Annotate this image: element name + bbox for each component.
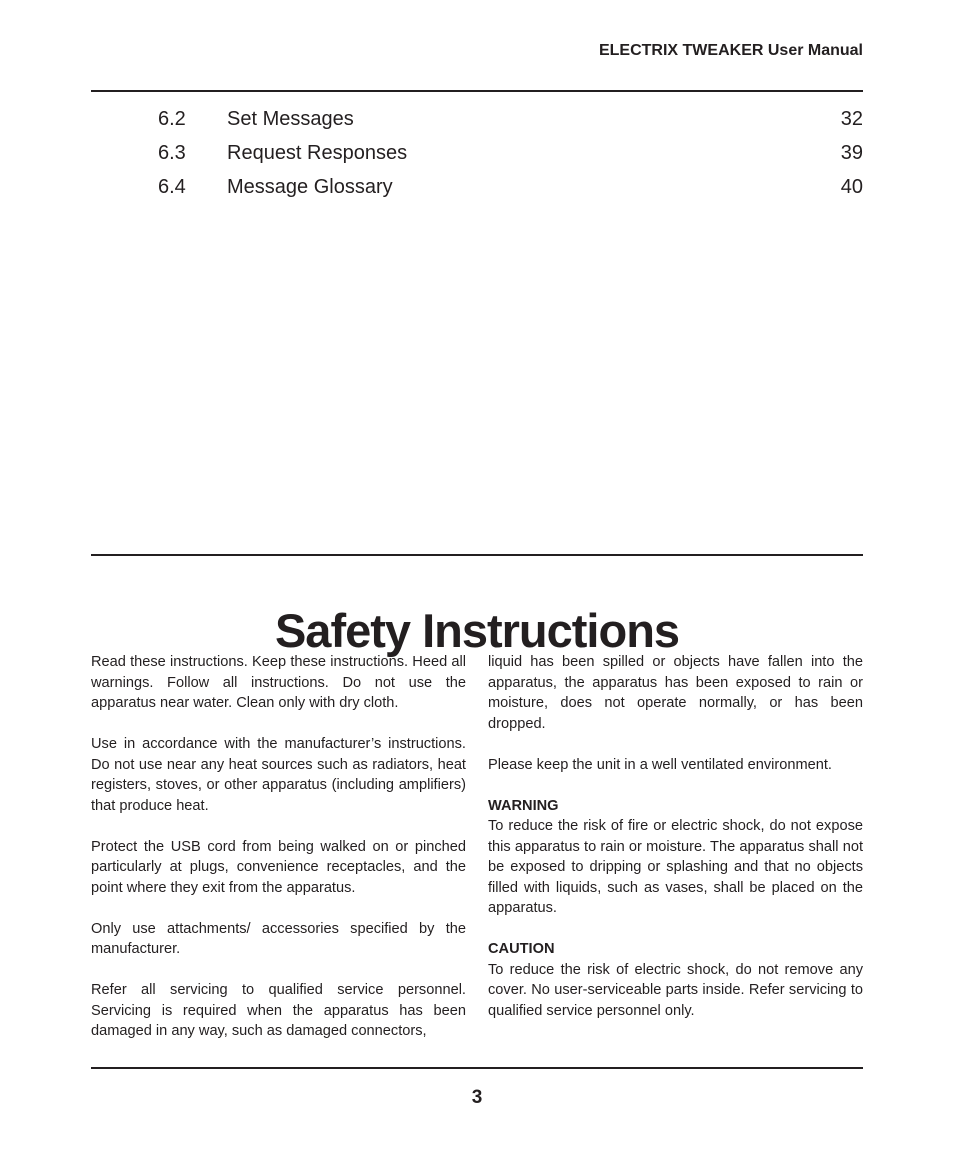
footer-divider: [91, 1067, 863, 1069]
warning-block: [488, 796, 863, 919]
table-of-contents: [158, 108, 863, 210]
toc-entry-title: Request Responses: [227, 142, 408, 164]
page-number: 3: [471, 1087, 483, 1108]
toc-entry-number: 6.4: [158, 176, 186, 198]
toc-entry-title: Set Messages: [227, 108, 354, 130]
safety-paragraph: Use in accordance with the manufacturer’s instructions. Do not use near any heat sources such as radiators, heat registers, stoves, or other apparatus (including amplifiers) that produce heat.: [91, 736, 466, 814]
toc-entry[interactable]: [158, 108, 863, 142]
ventilation-paragraph: Please keep the unit in a well ventilated environment.: [488, 756, 832, 773]
toc-entry-page: 32: [840, 108, 863, 130]
header-divider: [91, 90, 863, 92]
section-title: Safety Instructions: [274, 604, 680, 658]
toc-entry-title: Message Glossary: [227, 176, 393, 198]
toc-entry-page: 39: [840, 142, 863, 164]
caution-label: CAUTION: [488, 941, 555, 957]
safety-paragraph: Only use attachments/ accessories specified by the manufacturer.: [91, 920, 466, 957]
toc-entry-page: 40: [840, 176, 863, 198]
safety-paragraph: liquid has been spilled or objects have fallen into the apparatus, the apparatus has been exposed to rain or moisture, does not operate normally, or has been dropped.: [488, 654, 863, 732]
toc-entry-number: 6.3: [158, 142, 186, 164]
toc-entry[interactable]: [158, 176, 863, 210]
toc-entry-number: 6.2: [158, 108, 186, 130]
warning-text: To reduce the risk of fire or electric shock, do not expose this apparatus to rain or moisture. The apparatus shall not be exposed to dripping or splashing and that no objects filled with liquids, such as vases, shall be placed on the apparatus.: [488, 818, 863, 916]
safety-paragraph: Protect the USB cord from being walked on or pinched particularly at plugs, convenience receptacles, and the point where they exit from the apparatus.: [91, 838, 466, 896]
caution-block: [488, 939, 863, 1021]
right-text-column: [488, 652, 863, 1042]
safety-paragraph: Read these instructions. Keep these instructions. Heed all warnings. Follow all instructions. Do not use the apparatus near water. Clean only with dry cloth.: [91, 654, 466, 711]
section-divider: [91, 554, 863, 556]
left-text-column: [91, 652, 466, 1062]
safety-paragraph: Refer all servicing to qualified service personnel. Servicing is required when the apparatus has been damaged in any way, such as damaged connectors,: [91, 982, 466, 1039]
warning-label: WARNING: [488, 797, 559, 814]
toc-entry[interactable]: [158, 142, 863, 176]
caution-text: To reduce the risk of electric shock, do not remove any cover. No user-serviceable parts inside. Refer servicing to qualified service personnel only.: [488, 961, 863, 1019]
manual-header-title: ELECTRIX TWEAKER User Manual: [598, 42, 863, 59]
